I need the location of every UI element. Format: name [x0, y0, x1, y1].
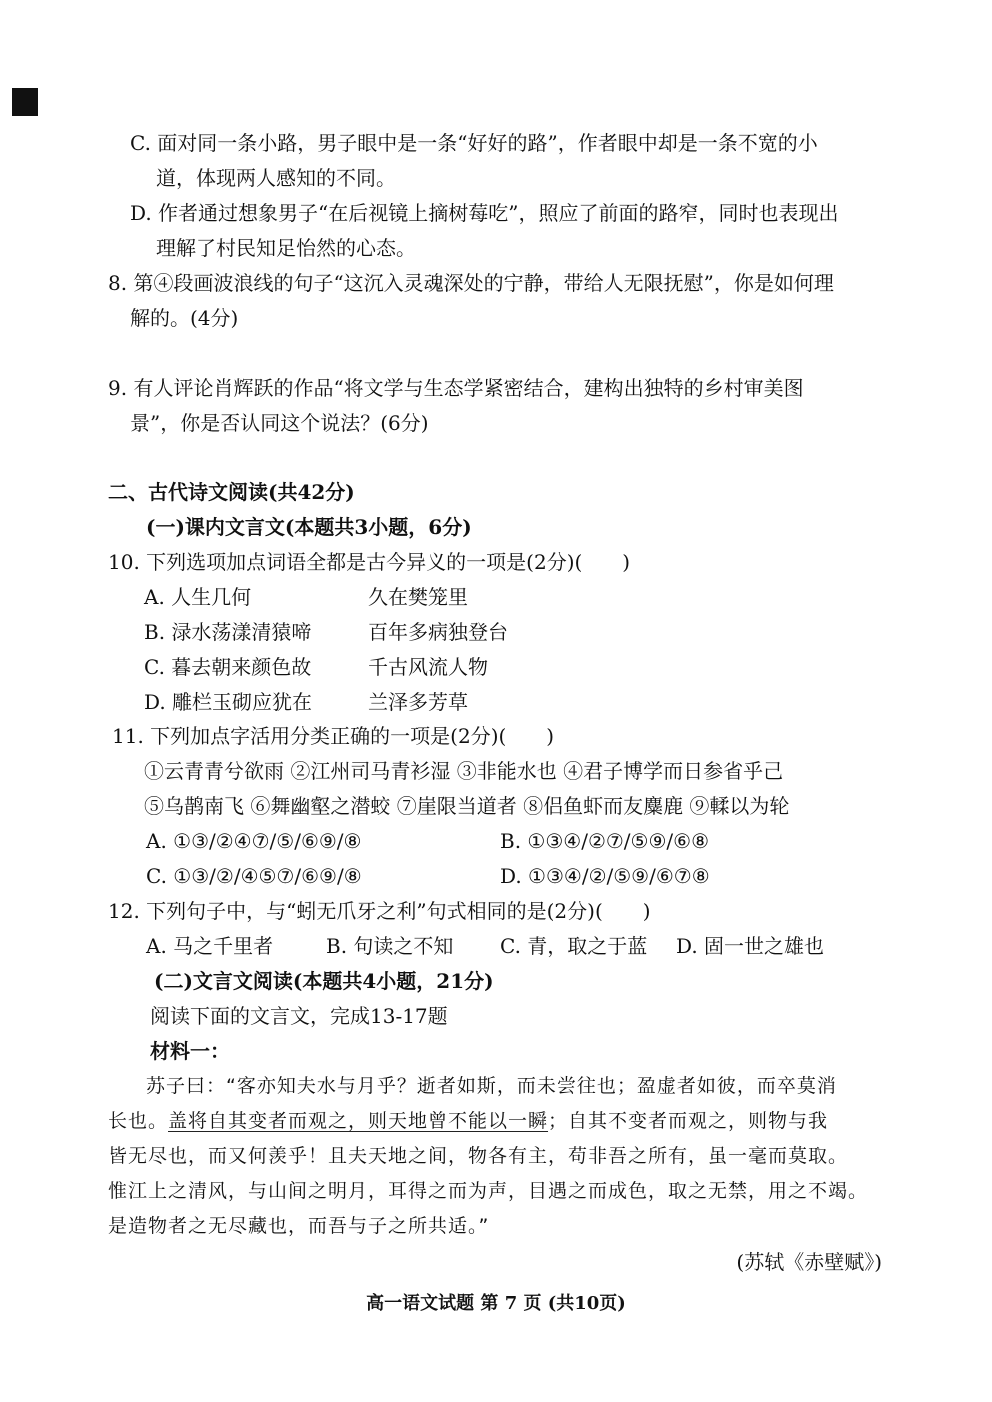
q10-option-b: B. 渌水荡漾清猿啼: [144, 620, 312, 644]
q7-option-c-line1: C. 面对同一条小路，男子眼中是一条“好好的路”，作者眼中却是一条不宽的小: [130, 131, 818, 155]
q11-option-c: C. ①③/②/④⑤⑦/⑥⑨/⑧: [146, 864, 362, 888]
q11-items-row2: ⑤乌鹊南飞 ⑥舞幽壑之潜蛟 ⑦崖限当道者 ⑧侣鱼虾而友麋鹿 ⑨輮以为轮: [144, 794, 790, 818]
q12-option-d: D. 固一世之雄也: [676, 934, 825, 958]
q12-option-c: C. 青，取之于蓝: [500, 934, 648, 958]
q9-stem-line1: 9. 有人评论肖辉跃的作品“将文学与生态学紧密结合，建构出独特的乡村审美图: [108, 376, 804, 400]
q12-option-b: B. 句读之不知: [326, 934, 454, 958]
passage-line-2-pre: 长也。: [108, 1110, 169, 1132]
underlined-sentence: 盖将自其变者而观之，则天地曾不能以一瞬: [168, 1110, 549, 1132]
q10-option-a: A. 人生几何: [144, 585, 252, 609]
q11-option-a: A. ①③/②④⑦/⑤/⑥⑨/⑧: [146, 829, 362, 853]
q12-stem: 12. 下列句子中，与“蚓无爪牙之利”句式相同的是(2分)( ): [108, 899, 651, 923]
section-2-title: 二、古代诗文阅读(共42分): [108, 480, 355, 504]
section-2-sub2: (二)文言文阅读(本题共4小题，21分): [154, 969, 494, 993]
q12-option-a: A. 马之千里者: [146, 934, 274, 958]
q7-option-d-line2: 理解了村民知足怡然的心态。: [156, 236, 416, 260]
passage-source: (苏轼《赤壁赋》): [736, 1250, 882, 1274]
passage-line-5: 是造物者之无尽藏也，而吾与子之所共适。”: [108, 1215, 490, 1237]
q11-option-d: D. ①③④/②/⑤⑨/⑥⑦⑧: [500, 864, 710, 888]
q10-option-d-pair: 兰泽多芳草: [368, 690, 468, 714]
q11-option-b: B. ①③④/②⑦/⑤⑨/⑥⑧: [500, 829, 709, 853]
registration-mark: [12, 88, 38, 116]
passage-line-3: 皆无尽也，而又何羡乎！且夫天地之间，物各有主，苟非吾之所有，虽一毫而莫取。: [108, 1145, 849, 1167]
passage-line-2: [108, 1109, 828, 1133]
material-label: 材料一：: [150, 1039, 230, 1063]
q10-stem: 10. 下列选项加点词语全都是古今异义的一项是(2分)( ): [108, 550, 631, 574]
q10-option-d: D. 雕栏玉砌应犹在: [144, 690, 313, 714]
q8-stem-line1: 8. 第④段画波浪线的句子“这沉入灵魂深处的宁静，带给人无限抚慰”，你是如何理: [108, 271, 834, 295]
q10-option-b-pair: 百年多病独登台: [368, 620, 508, 644]
passage-line-4: 惟江上之清风，与山间之明月，耳得之而为声，目遇之而成色，取之无禁，用之不竭。: [108, 1180, 869, 1202]
passage-line-1: 苏子曰：“客亦知夫水与月乎？逝者如斯，而未尝往也；盈虚者如彼，而卒莫消: [146, 1075, 837, 1097]
section-2-sub1: (一)课内文言文(本题共3小题，6分): [146, 515, 472, 539]
q7-option-c-line2: 道，体现两人感知的不同。: [156, 166, 396, 190]
q10-option-c-pair: 千古风流人物: [368, 655, 488, 679]
q11-stem: 11. 下列加点字活用分类正确的一项是(2分)( ): [112, 724, 555, 748]
passage-instruction: 阅读下面的文言文，完成13-17题: [150, 1004, 448, 1028]
q7-option-d-line1: D. 作者通过想象男子“在后视镜上摘树莓吃”，照应了前面的路窄，同时也表现出: [130, 201, 839, 225]
q10-option-a-pair: 久在樊笼里: [368, 585, 468, 609]
q9-stem-line2: 景”，你是否认同这个说法？(6分): [130, 411, 429, 435]
q8-stem-line2: 解的。(4分): [130, 306, 239, 330]
page-footer: 高一语文试题 第 7 页 (共10页): [366, 1293, 626, 1314]
passage-line-2-post: ；自其不变者而观之，则物与我: [548, 1110, 829, 1132]
q11-items-row1: ①云青青兮欲雨 ②江州司马青衫湿 ③非能水也 ④君子博学而日参省乎己: [144, 759, 784, 783]
q10-option-c: C. 暮去朝来颜色故: [144, 655, 312, 679]
